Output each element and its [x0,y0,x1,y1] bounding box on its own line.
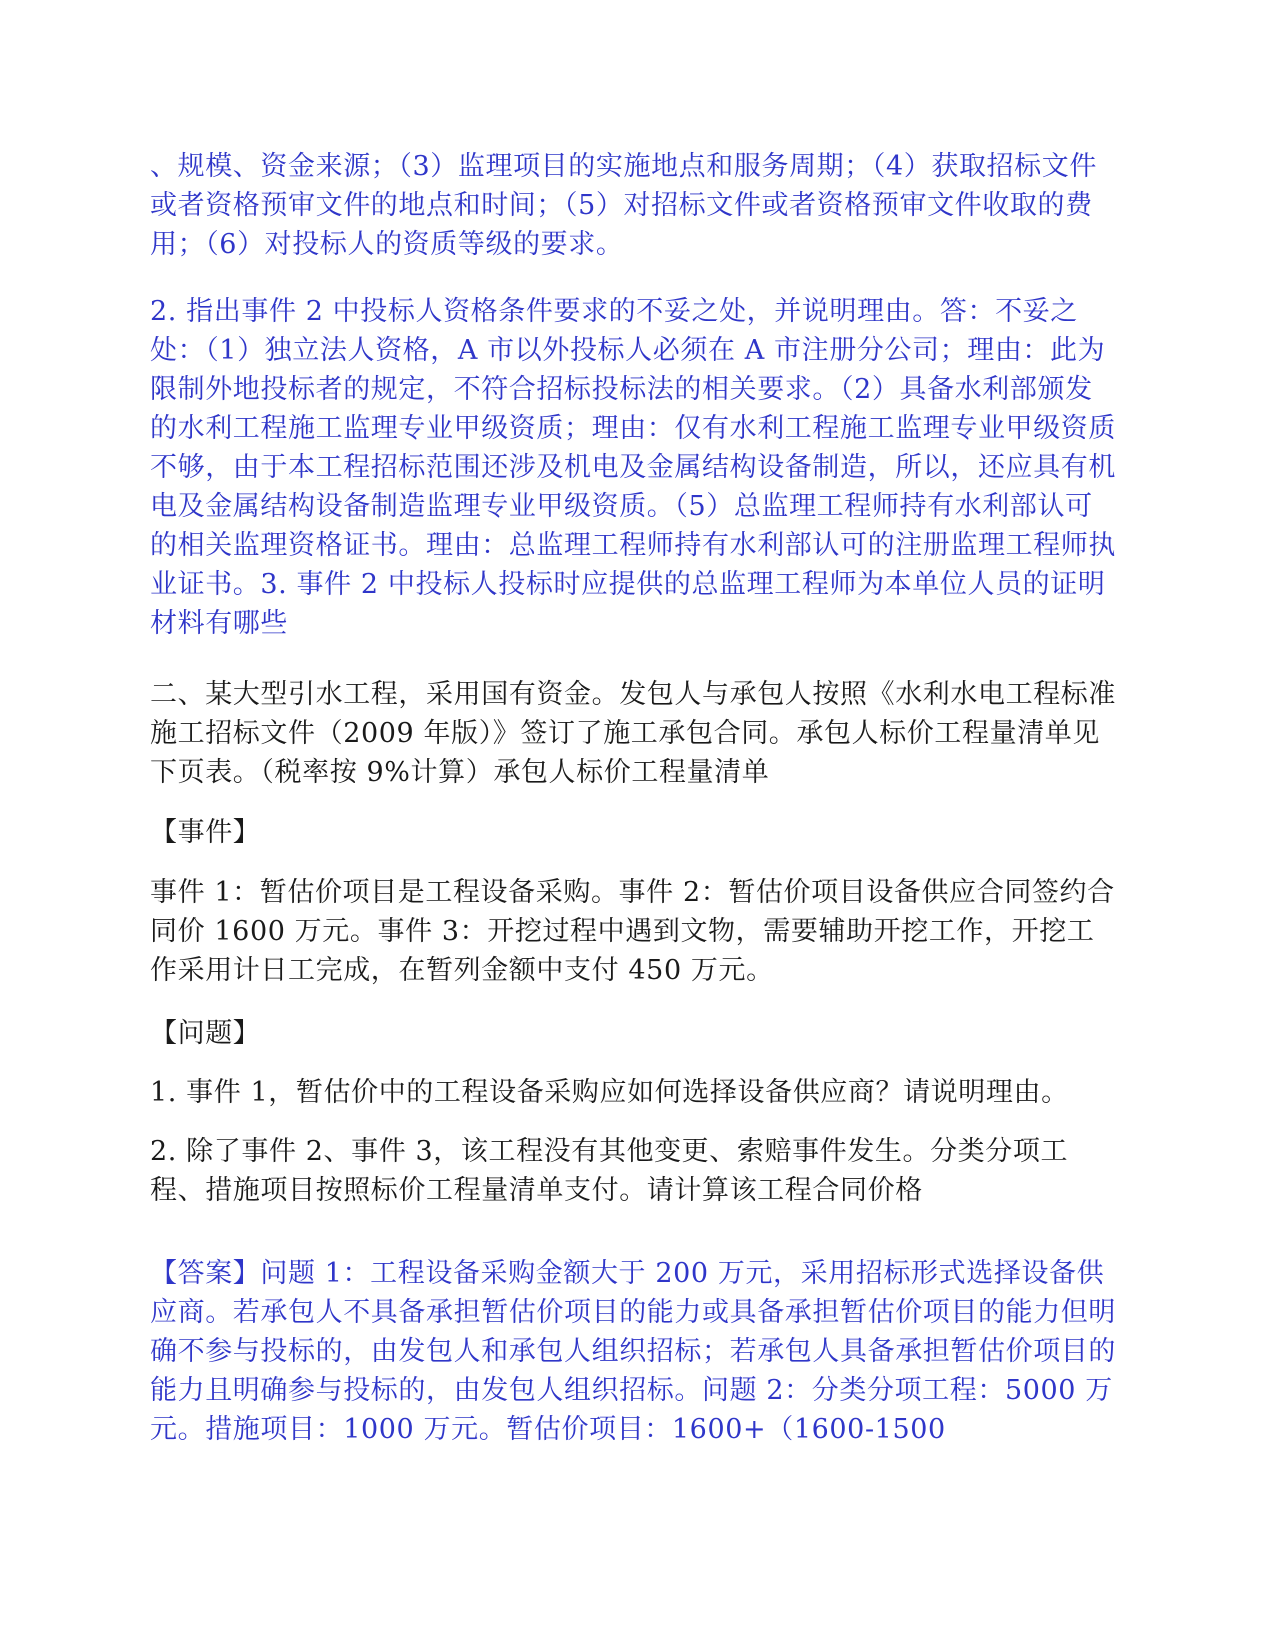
answer-2-paragraph: 2. 指出事件 2 中投标人资格条件要求的不妥之处，并说明理由。答：不妥之处：（1）独立法人资格，A 市以外投标人必须在 A 市注册分公司；理由：此为限制外地投标者的规定，不符合招标投标法的相关要求。（2）具备水利部颁发的水利工程施工监理专业甲级资质；理由：仅有水利工程施工监理专业甲级资质不够，由于本工程招标范围还涉及机电及金属结构设备制造，所以，还应具有机电及金属结构设备制造监理专业甲级资质。（5）总监理工程师持有水利部认可的相关监理资格证书。理由：总监理工程师持有水利部认可的注册监理工程师执业证书。3. 事件 2 中投标人投标时应提供的总监理工程师为本单位人员的证明材料有哪些 [150,296,1116,639]
question-1-paragraph: 1. 事件 1，暂估价中的工程设备采购应如何选择设备供应商？请说明理由。 [150,1077,1069,1108]
question-2-intro-paragraph: 二、某大型引水工程，采用国有资金。发包人与承包人按照《水利水电工程标准施工招标文件（2009 年版）》签订了施工承包合同。承包人标价工程量清单见下页表。（税率按 9%计算）承包人标价工程量清单 [150,679,1116,788]
questions-heading: 【问题】 [150,1018,261,1049]
events-heading: 【事件】 [150,817,261,848]
events-body-paragraph: 事件 1：暂估价项目是工程设备采购。事件 2：暂估价项目设备供应合同签约合同价 1600 万元。事件 3：开挖过程中遇到文物，需要辅助开挖工作，开挖工作采用计日工完成，在暂列金额中支付 450 万元。 [150,877,1115,986]
question-2-paragraph: 2. 除了事件 2、事件 3，该工程没有其他变更、索赔事件发生。分类分项工程、措施项目按照标价工程量清单支付。请计算该工程合同价格 [150,1136,1069,1206]
answer-block-paragraph: 【答案】问题 1：工程设备采购金额大于 200 万元，采用招标形式选择设备供应商。若承包人不具备承担暂估价项目的能力或具备承担暂估价项目的能力但明确不参与投标的，由发包人和承包人组织招标；若承包人具备承担暂估价项目的能力且明确参与投标的，由发包人组织招标。问题 2：分类分项工程：5000 万元。措施项目：1000 万元。暂估价项目：1600+（1600-1500 [150,1258,1116,1445]
answer-1-continued-paragraph: 、规模、资金来源；（3）监理项目的实施地点和服务周期；（4）获取招标文件或者资格预审文件的地点和时间；（5）对招标文件或者资格预审文件收取的费用；（6）对投标人的资质等级的要求。 [150,151,1097,260]
